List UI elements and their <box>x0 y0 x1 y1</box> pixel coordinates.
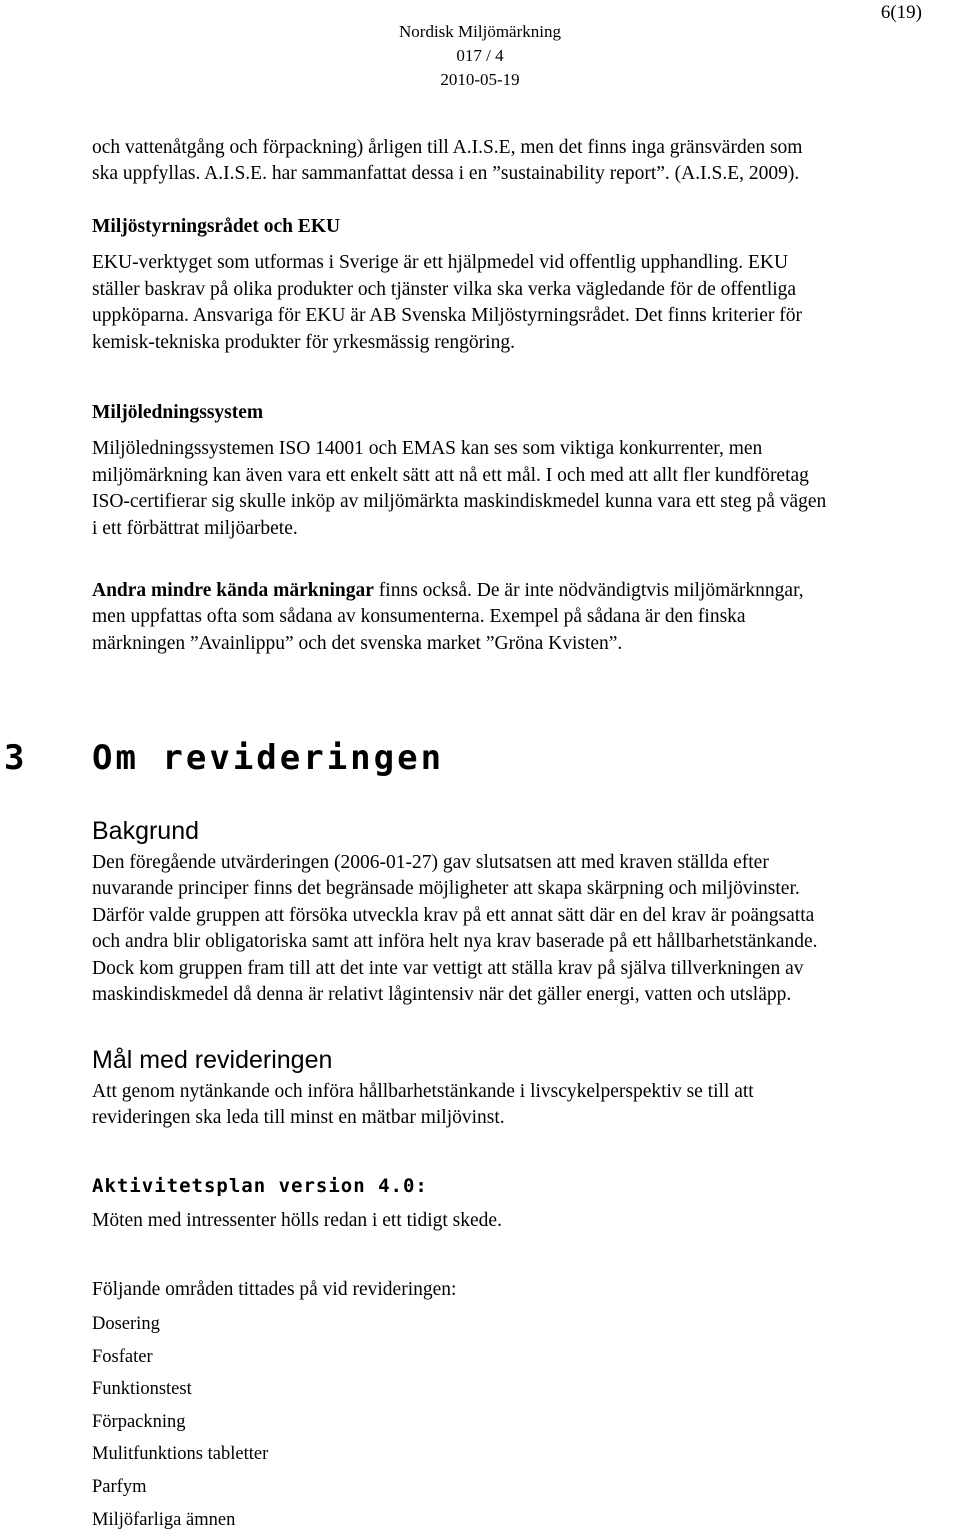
text-line: märkningen ”Avainlippu” och det svenska market ”Gröna Kvisten”. <box>92 632 623 654</box>
text-line <box>92 578 942 604</box>
text-line: maskindiskmedel då denna är relativt lågintensiv när det gäller energi, vatten och utsläpp. <box>92 984 792 1006</box>
text-line: ställer baskrav på olika produkter och tjänster vilka ska verka vägledande för de offentliga <box>92 278 797 300</box>
areas-intro <box>92 1277 942 1303</box>
text-line: kemisk-tekniska produkter för yrkesmässig rengöring. <box>92 331 515 353</box>
intro-paragraph <box>92 135 942 188</box>
text-line: Att genom nytänkande och införa hållbarhetstänkande i livscykelperspektiv se till att <box>92 1081 754 1102</box>
areas-list <box>92 1312 268 1540</box>
text-line: Den föregående utvärderingen (2006-01-27) gav slutsatsen att med kraven ställda efter <box>92 852 769 873</box>
header-org: Nordisk Miljömärkning <box>399 22 561 41</box>
page-number: 6(19) <box>880 2 922 23</box>
text-line: ISO-certifierar sig skulle inköp av miljömärkta maskindiskmedel kunna vara ett steg på vägen <box>92 491 827 513</box>
text-line: ska uppfyllas. A.I.S.E. har sammanfattat dessa i en ”sustainability report”. (A.I.S.E, 2009). <box>92 163 800 185</box>
mls-heading: Miljöledningssystem <box>92 402 264 423</box>
eku-section <box>92 214 942 356</box>
list-item: Fosfater <box>92 1346 153 1367</box>
list-item: Mulitfunktions tabletter <box>92 1444 269 1465</box>
text-line: i ett förbättrat miljöarbete. <box>92 517 298 539</box>
aktivitet-text <box>92 1208 942 1234</box>
aktivitet-heading: Aktivitetsplan version 4.0: <box>92 1175 428 1197</box>
document-header <box>360 20 600 92</box>
list-item: Förpackning <box>92 1411 186 1432</box>
text-line: miljömärkning kan även vara ett enkelt sätt att nå ett mål. I och med att allt fler kundföretag <box>92 464 809 486</box>
section-title: Om revideringen <box>92 738 445 778</box>
text-line: och vattenåtgång och förpackning) årligen till A.I.S.E, men det finns inga gränsvärden som <box>92 137 803 158</box>
mls-section <box>92 400 942 542</box>
list-item: Funktionstest <box>92 1379 192 1400</box>
header-code: 017 / 4 <box>456 46 504 65</box>
list-item: Dosering <box>92 1314 160 1334</box>
text-line: men uppfattas ofta som sådana av konsumenterna. Exempel på sådana är den finska <box>92 606 746 628</box>
list-item: Parfym <box>92 1476 147 1497</box>
list-item: Miljöfarliga ämnen <box>92 1509 236 1530</box>
text-line: Följande områden tittades på vid revideringen: <box>92 1279 457 1300</box>
section-number: 3 <box>4 738 28 778</box>
text-line: Därför valde gruppen att försöka utveckla krav på ett annat sätt där en del krav är poängsatta <box>92 904 815 926</box>
andra-bold-lead: Andra mindre kända märkningar <box>92 580 374 601</box>
text-line: nuvarande principer finns det begränsade möjligheter att skapa skärpning och miljövinster. <box>92 878 800 900</box>
text-line: Dock kom gruppen fram till att det inte var vettigt att ställa krav på själva tillverkningen av <box>92 957 804 979</box>
header-date: 2010-05-19 <box>440 70 520 89</box>
text-line: uppköparna. Ansvariga för EKU är AB Svenska Miljöstyrningsrådet. Det finns kriterier för <box>92 305 802 327</box>
text-line: och andra blir obligatoriska samt att införa helt nya krav baserade på ett hållbarhetstänkande. <box>92 931 818 953</box>
andra-section <box>92 578 942 657</box>
text-line: Miljöledningssystemen ISO 14001 och EMAS kan ses som viktiga konkurrenter, men <box>92 438 763 460</box>
mal-heading: Mål med revideringen <box>92 1046 333 1074</box>
bakgrund-paragraph <box>92 850 942 1008</box>
text-line: EKU-verktyget som utformas i Sverige är ett hjälpmedel vid offentlig upphandling. EKU <box>92 252 789 274</box>
mal-paragraph <box>92 1079 942 1132</box>
andra-line-rest: finns också. De är inte nödvändigtvis miljömärknngar, <box>373 580 804 601</box>
text-line: Möten med intressenter hölls redan i ett tidigt skede. <box>92 1210 502 1231</box>
eku-heading: Miljöstyrningsrådet och EKU <box>92 216 341 237</box>
text-line: revideringen ska leda till minst en mätbar miljövinst. <box>92 1107 505 1129</box>
bakgrund-heading: Bakgrund <box>92 817 200 845</box>
